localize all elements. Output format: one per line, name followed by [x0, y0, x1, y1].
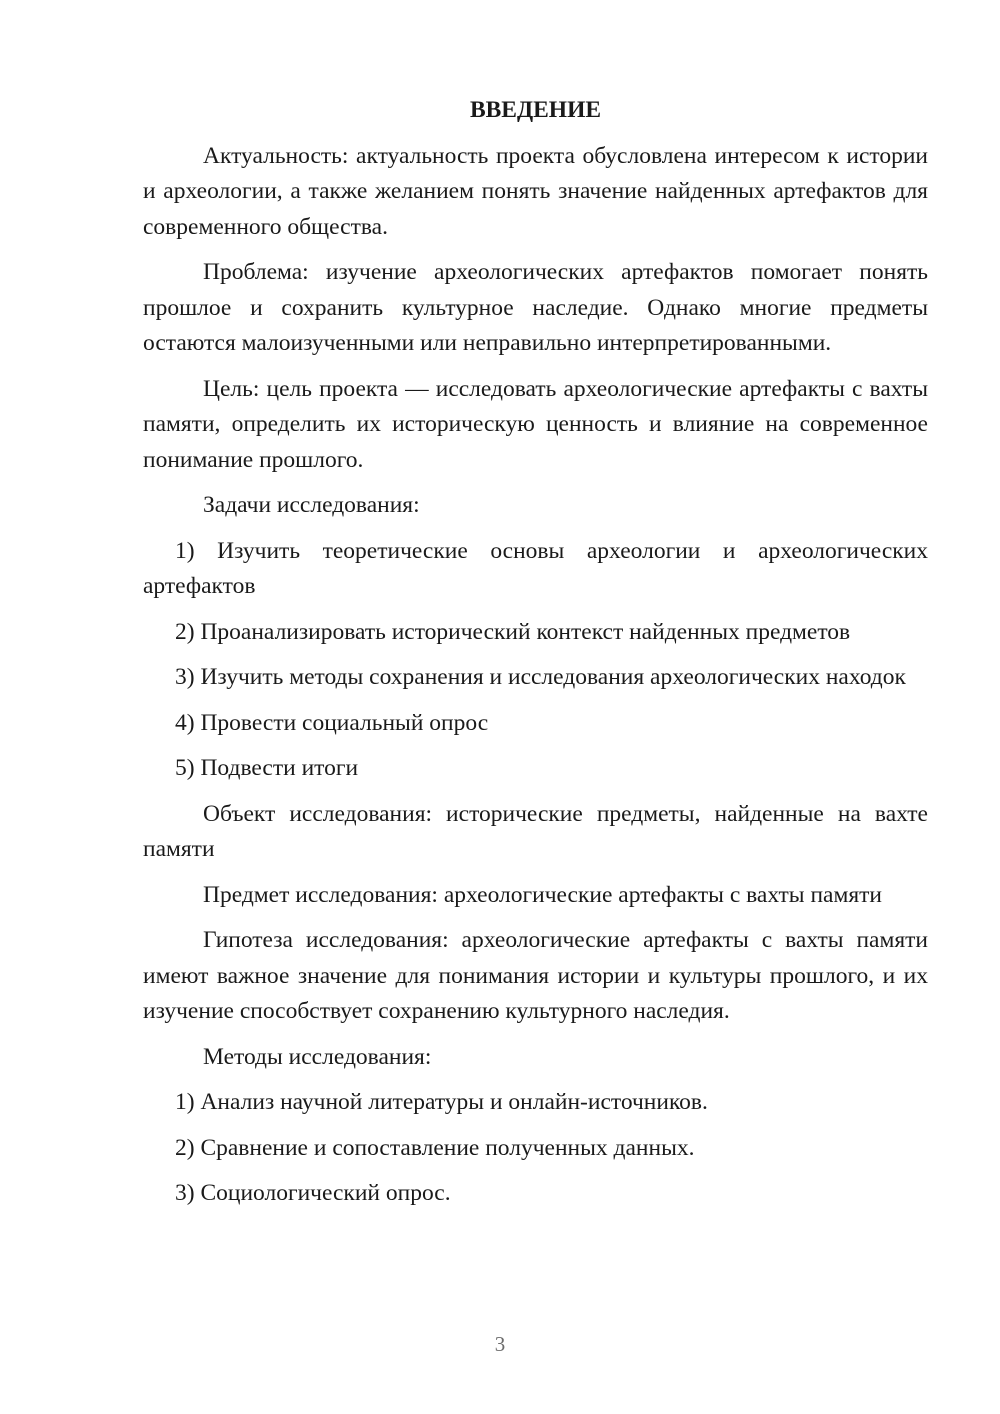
tasks-heading: Задачи исследования:	[203, 492, 420, 518]
method-item-3: 3) Социологический опрос.	[175, 1180, 451, 1206]
task-item-1: 1) Изучить теоретические основы археологии и археологических артефактов	[143, 537, 928, 599]
task-item-4: 4) Провести социальный опрос	[175, 709, 489, 736]
goal-paragraph: Цель: цель проекта — исследовать археологические артефакты с вахты памяти, определить их историческую ценность и влияние на современное понимание прошлого.	[143, 375, 928, 473]
method-item-1: 1) Анализ научной литературы и онлайн-источников.	[175, 1089, 708, 1115]
section-title: ВВЕДЕНИЕ	[469, 97, 602, 123]
methods-heading: Методы исследования:	[203, 1043, 432, 1070]
page-number: 3	[494, 1332, 506, 1356]
object-paragraph: Объект исследования: исторические предметы, найденные на вахте памяти	[143, 800, 928, 862]
hypothesis-paragraph: Гипотеза исследования: археологические артефакты с вахты памяти имеют важное значение для понимания истории и культуры прошлого, и их изучение способствует сохранению культурного наследия.	[143, 927, 928, 1024]
task-item-3: 3) Изучить методы сохранения и исследования археологических находок	[175, 664, 906, 690]
method-item-2: 2) Сравнение и сопоставление полученных данных.	[175, 1134, 695, 1161]
task-item-5: 5) Подвести итоги	[175, 755, 359, 781]
page-content	[143, 93, 928, 1222]
relevance-paragraph: Актуальность: актуальность проекта обусловлена интересом к истории и археологии, а также желанием понять значение найденных артефактов для современного общества.	[143, 142, 928, 240]
subject-paragraph: Предмет исследования: археологические артефакты с вахты памяти	[203, 881, 882, 908]
problem-paragraph: Проблема: изучение археологических артефактов помогает понять прошлое и сохранить культурное наследие. Однако многие предметы остаются малоизученными или неправильно интерпретированными.	[143, 259, 928, 356]
task-item-2: 2) Проанализировать исторический контекст найденных предметов	[175, 618, 851, 645]
